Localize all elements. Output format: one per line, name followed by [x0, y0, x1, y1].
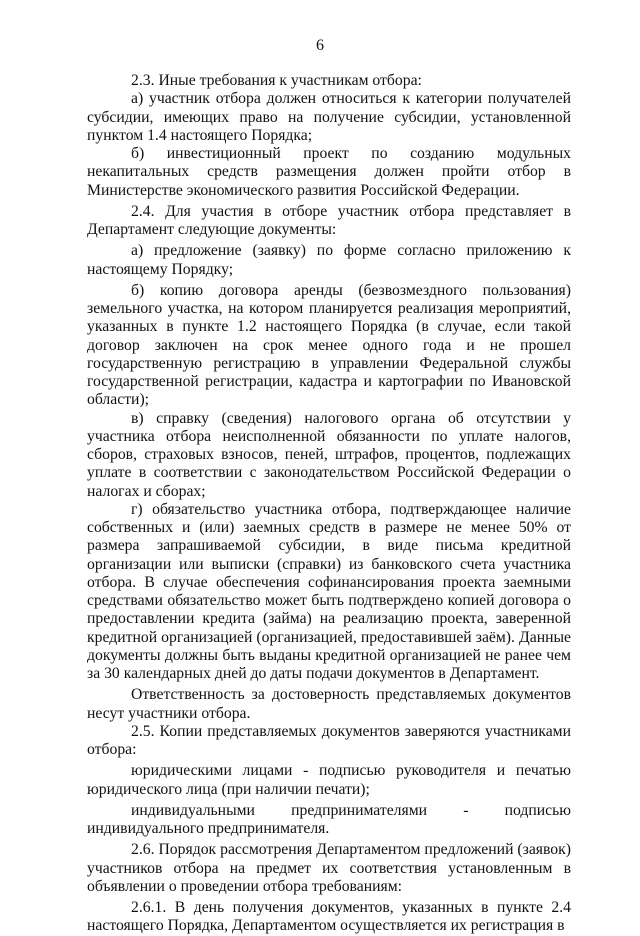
document-body: [87, 72, 571, 936]
paragraph-2-4-heading: 2.4. Для участия в отборе участник отбора представляет в Департамент следующие документы:: [87, 202, 571, 238]
paragraph-2-3-a: а) участник отбора должен относиться к категории получателей субсидии, имеющих право на получение субсидии, установленной пунктом 1.4 настоящего Порядка;: [87, 90, 571, 144]
paragraph-2-5-individual-entrepreneurs: индивидуальными предпринимателями - подписью индивидуального предпринимателя.: [87, 801, 571, 837]
paragraph-2-3-heading: 2.3. Иные требования к участникам отбора:: [131, 72, 422, 89]
paragraph-2-6-1: 2.6.1. В день получения документов, указанных в пункте 2.4 настоящего Порядка, Департаментом осуществляется их регистрация в: [87, 899, 571, 935]
paragraph-2-4-g: г) обязательство участника отбора, подтверждающее наличие собственных и (или) заемных средств в размере не менее 50% от размера запрашиваемой субсидии, в виде письма кредитной организации или выписки (справки) из банковского счета участника отбора. В случае обеспечения софинансирования проекта заемными средствами обязательство может быть подтверждено копией договора о предоставлении кредита (займа) на реализацию проекта, заверенной кредитной организацией (организацией, предоставившей заём). Данные документы должны быть выданы кредитной организацией не ранее чем за 30 календарных дней до даты подачи документов в Департамент.: [87, 500, 571, 682]
paragraph-2-4-b: б) копию договора аренды (безвозмездного пользования) земельного участка, на котором планируется реализация мероприятий, указанных в пункте 1.2 настоящего Порядка (в случае, если такой договор заключен на срок менее одного года и не прошел государственную регистрацию в управлении Федеральной службы государственной регистрации, кадастра и картографии по Ивановской области);: [87, 281, 571, 409]
paragraph-2-4-a: а) предложение (заявку) по форме согласно приложению к настоящему Порядку;: [87, 242, 571, 278]
paragraph-responsibility: Ответственность за достоверность представляемых документов несут участники отбора.: [87, 686, 571, 722]
paragraph-2-3-b: б) инвестиционный проект по созданию модульных некапитальных средств размещения должен пройти отбор в Министерстве экономического развития Российской Федерации.: [87, 145, 571, 199]
paragraph-2-5-heading: 2.5. Копии представляемых документов заверяются участниками отбора:: [87, 722, 571, 758]
paragraph-2-6-heading: 2.6. Порядок рассмотрения Департаментом предложений (заявок) участников отбора на предмет их соответствия установленным в объявлении о проведении отбора требованиям:: [87, 841, 571, 895]
paragraph-2-5-legal-entities: юридическими лицами - подписью руководителя и печатью юридического лица (при наличии печати);: [87, 762, 571, 798]
paragraph-2-4-v: в) справку (сведения) налогового органа об отсутствии у участника отбора неисполненной обязанности по уплате налогов, сборов, страховых взносов, пеней, штрафов, процентов, подлежащих уплате в соответствии с законодательством Российской Федерации о налогах и сборах;: [87, 409, 571, 500]
page-number: 6: [316, 37, 324, 54]
